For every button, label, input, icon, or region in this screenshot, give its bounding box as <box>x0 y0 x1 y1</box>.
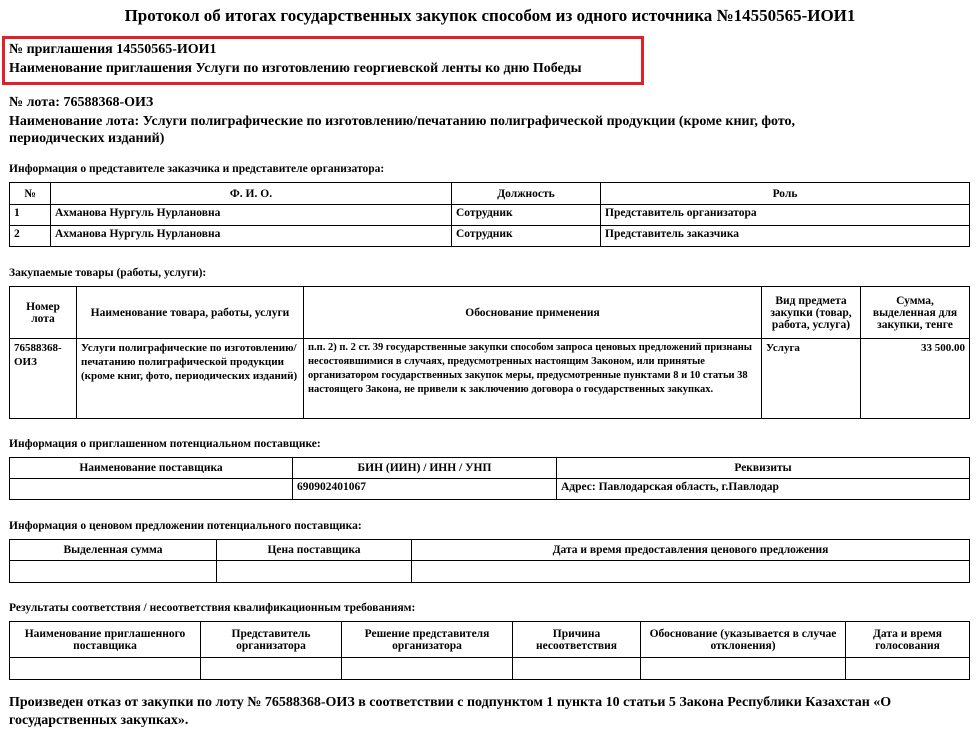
cell <box>846 658 970 680</box>
table-row <box>10 561 970 583</box>
col-header: Наименование приглашенного поставщика <box>10 622 201 658</box>
cell: Адрес: Павлодарская область, г.Павлодар <box>557 479 970 500</box>
cell: 2 <box>10 226 51 247</box>
col-header: № <box>10 183 51 205</box>
goods-table <box>9 286 970 419</box>
price-heading: Информация о ценовом предложении потенциального поставщика: <box>9 520 362 532</box>
lot-number: № лота: 76588368-ОИЗ <box>9 95 154 110</box>
cell <box>412 561 970 583</box>
cell <box>342 658 513 680</box>
invitation-name: Наименование приглашения Услуги по изготовлению георгиевской ленты ко дню Победы <box>9 61 582 76</box>
final-note: Произведен отказ от закупки по лоту № 76588368-ОИЗ в соответствии с подпунктом 1 пункта 10 статьи 5 Закона Республики Казахстан «О государственных закупках». <box>9 695 892 728</box>
lot-name: Наименование лота: Услуги полиграфические по изготовлению/печатанию полиграфической продукции (кроме книг, фото, периодических изданий) <box>9 114 796 146</box>
cell: 1 <box>10 205 51 226</box>
compliance-table <box>9 621 970 680</box>
col-header: Роль <box>601 183 970 205</box>
cell <box>217 561 412 583</box>
page-title: Протокол об итогах государственных закупок способом из одного источника №14550565-ИОИ1 <box>124 6 856 25</box>
table-row <box>10 226 970 247</box>
table-row <box>10 658 970 680</box>
col-header: Номер лота <box>10 287 77 339</box>
col-header: Обоснование (указывается в случае отклонения) <box>641 622 846 658</box>
cell <box>10 561 217 583</box>
table-row <box>10 479 970 500</box>
cell <box>201 658 342 680</box>
cell: Ахманова Нургуль Нурлановна <box>51 226 452 247</box>
col-header: Сумма, выделенная для закупки, тенге <box>861 287 970 339</box>
col-header: Вид предмета закупки (товар, работа, услуга) <box>762 287 861 339</box>
cell: Ахманова Нургуль Нурлановна <box>51 205 452 226</box>
cell: Сотрудник <box>452 226 601 247</box>
cell: 690902401067 <box>293 479 557 500</box>
cell: Услуги полиграфические по изготовлению/печатанию полиграфической продукции (кроме книг, фото, периодических изданий) <box>77 339 304 419</box>
supplier-heading: Информация о приглашенном потенциальном поставщике: <box>9 438 321 450</box>
col-header: Выделенная сумма <box>10 540 217 561</box>
col-header: Реквизиты <box>557 458 970 479</box>
cell <box>513 658 641 680</box>
price-table <box>9 539 970 583</box>
cell: п.п. 2) п. 2 ст. 39 государственные закупки способом запроса ценовых предложений признаны несостоявшимися в случаях, предусмотренных настоящим Законом, или принятые организатором государственных закупок меры, предусмотренные пунктами 8 и 10 статьи 38 настоящего Закона, не привели к заключению договора о государственных закупках. <box>304 339 762 419</box>
cell: Услуга <box>762 339 861 419</box>
col-header: Цена поставщика <box>217 540 412 561</box>
cell: 33 500.00 <box>861 339 970 419</box>
cell <box>641 658 846 680</box>
representatives-heading: Информация о представителе заказчика и представителе организатора: <box>9 163 385 175</box>
col-header: Должность <box>452 183 601 205</box>
supplier-table <box>9 457 970 500</box>
table-row <box>10 339 970 419</box>
table-row <box>10 205 970 226</box>
cell <box>10 658 201 680</box>
col-header: Ф. И. О. <box>51 183 452 205</box>
cell: Сотрудник <box>452 205 601 226</box>
compliance-heading: Результаты соответствия / несоответствия квалификационным требованиям: <box>9 602 416 614</box>
invitation-number: № приглашения 14550565-ИОИ1 <box>9 42 217 57</box>
col-header: Наименование поставщика <box>10 458 293 479</box>
cell: 76588368-ОИЗ <box>10 339 77 419</box>
col-header: Решение представителя организатора <box>342 622 513 658</box>
cell: Представитель заказчика <box>601 226 970 247</box>
col-header: Обоснование применения <box>304 287 762 339</box>
col-header: БИН (ИИН) / ИНН / УНП <box>293 458 557 479</box>
cell <box>10 479 293 500</box>
col-header: Представитель организатора <box>201 622 342 658</box>
col-header: Наименование товара, работы, услуги <box>77 287 304 339</box>
representatives-table <box>9 182 970 247</box>
col-header: Дата и время предоставления ценового предложения <box>412 540 970 561</box>
col-header: Причина несоответствия <box>513 622 641 658</box>
col-header: Дата и время голосования <box>846 622 970 658</box>
goods-heading: Закупаемые товары (работы, услуги): <box>9 267 207 279</box>
cell: Представитель организатора <box>601 205 970 226</box>
